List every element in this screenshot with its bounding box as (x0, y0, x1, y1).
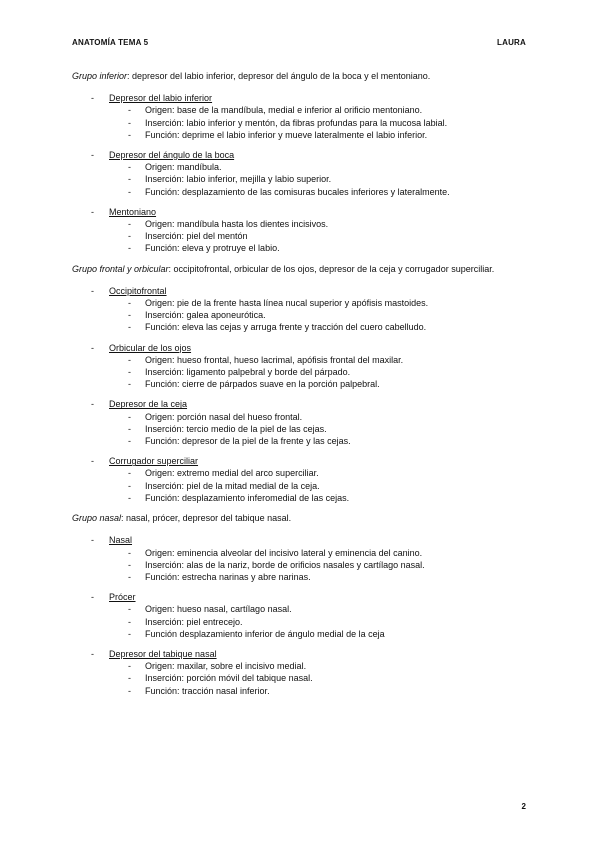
muscle-detail-text: Inserción: galea aponeurótica. (145, 310, 266, 321)
muscle-entry (72, 534, 528, 583)
muscle-group (72, 512, 528, 697)
muscle-detail (72, 297, 528, 309)
list-bullet-dash: - (128, 174, 131, 185)
group-name: Grupo inferior (72, 71, 128, 81)
muscle-detail (72, 378, 528, 390)
muscle-detail (72, 559, 528, 571)
muscle-detail-text: Inserción: tercio medio de la piel de las cejas. (145, 423, 327, 434)
muscle-entry (72, 455, 528, 504)
muscle-title (72, 591, 528, 603)
muscle-entry (72, 285, 528, 334)
muscle-entry (72, 149, 528, 198)
muscle-detail-text: Inserción: piel entrecejo. (145, 616, 243, 627)
list-bullet-dash: - (91, 342, 94, 353)
muscle-detail (72, 117, 528, 129)
group-intro-text: : nasal, prócer, depresor del tabique nasal. (121, 513, 292, 524)
list-bullet-dash: - (128, 298, 131, 309)
muscle-title-text: Prócer (109, 592, 136, 603)
muscle-detail-text: Origen: hueso frontal, hueso lacrimal, apófisis frontal del maxilar. (145, 354, 404, 365)
muscle-title-text: Orbicular de los ojos (109, 342, 192, 353)
muscle-detail (72, 129, 528, 141)
muscle-title (72, 206, 528, 218)
document-body (72, 70, 528, 705)
muscle-detail (72, 660, 528, 672)
list-bullet-dash: - (128, 436, 131, 447)
muscle-group (72, 70, 528, 255)
muscle-detail (72, 423, 528, 435)
muscle-title (72, 92, 528, 104)
list-bullet-dash: - (128, 310, 131, 321)
muscle-detail-text: Inserción: labio inferior, mejilla y labio superior. (145, 174, 332, 185)
list-bullet-dash: - (128, 367, 131, 378)
muscle-detail-text: Origen: extremo medial del arco superciliar. (145, 468, 319, 479)
muscle-detail-text: Origen: hueso nasal, cartílago nasal. (145, 604, 292, 615)
muscle-title-text: Depresor del tabique nasal (109, 648, 217, 659)
header-title: ANATOMÍA TEMA 5 (72, 38, 149, 47)
muscle-title-text: Depresor del ángulo de la boca (109, 150, 235, 161)
muscle-entry (72, 92, 528, 141)
muscle-detail-text: Función: desplazamiento inferomedial de las cejas. (145, 492, 350, 503)
list-bullet-dash: - (91, 150, 94, 161)
muscle-detail-text: Función: desplazamiento de las comisuras bucales inferiores y lateralmente. (145, 186, 450, 197)
list-bullet-dash: - (91, 206, 94, 217)
group-intro (72, 70, 528, 82)
muscle-title (72, 149, 528, 161)
muscle-detail-text: Inserción: labio inferior y mentón, da fibras profundas para la mucosa labial. (145, 117, 448, 128)
group-name: Grupo nasal (72, 513, 122, 524)
muscle-detail-text: Inserción: porción móvil del tabique nasal. (145, 673, 313, 684)
muscle-detail-text: Función desplazamiento inferior de ángulo medial de la ceja (145, 628, 385, 639)
muscle-detail (72, 366, 528, 378)
muscle-title-text: Depresor de la ceja (109, 399, 188, 410)
list-bullet-dash: - (128, 231, 131, 242)
muscle-detail (72, 173, 528, 185)
group-name: Grupo frontal y orbicular (72, 263, 169, 274)
muscle-detail-text: Origen: pie de la frente hasta línea nucal superior y apófisis mastoides. (145, 298, 429, 309)
list-bullet-dash: - (128, 243, 131, 254)
muscle-entry (72, 648, 528, 697)
muscle-title-text: Depresor del labio inferior (109, 93, 213, 104)
muscle-detail (72, 603, 528, 615)
muscle-detail-text: Función: cierre de párpados suave en la porción palpebral. (145, 379, 380, 390)
muscle-detail (72, 480, 528, 492)
list-bullet-dash: - (128, 411, 131, 422)
list-bullet-dash: - (91, 648, 94, 659)
list-bullet-dash: - (128, 322, 131, 333)
muscle-detail-text: Función: tracción nasal inferior. (145, 685, 270, 696)
muscle-detail (72, 672, 528, 684)
header-author: LAURA (497, 38, 526, 47)
muscle-detail-text: Origen: mandíbula. (145, 162, 222, 173)
muscle-detail-text: Origen: base de la mandíbula, medial e inferior al orificio mentoniano. (145, 105, 423, 116)
group-intro-text: : depresor del labio inferior, depresor del ángulo de la boca y el mentoniano. (127, 71, 431, 81)
list-bullet-dash: - (128, 616, 131, 627)
muscle-detail-text: Origen: eminencia alveolar del incisivo lateral y eminencia del canino. (145, 547, 423, 558)
list-bullet-dash: - (128, 571, 131, 582)
muscle-detail (72, 230, 528, 242)
list-bullet-dash: - (91, 535, 94, 546)
list-bullet-dash: - (128, 661, 131, 672)
list-bullet-dash: - (91, 592, 94, 603)
list-bullet-dash: - (128, 354, 131, 365)
list-bullet-dash: - (128, 219, 131, 230)
muscle-detail-text: Función: estrecha narinas y abre narinas. (145, 571, 311, 582)
list-bullet-dash: - (91, 285, 94, 296)
muscle-detail (72, 435, 528, 447)
muscle-detail-text: Función: depresor de la piel de la frente y las cejas. (145, 436, 351, 447)
muscle-detail (72, 411, 528, 423)
muscle-detail (72, 321, 528, 333)
list-bullet-dash: - (128, 468, 131, 479)
muscle-detail (72, 218, 528, 230)
muscle-group (72, 263, 528, 504)
muscle-entry (72, 342, 528, 391)
muscle-detail-text: Origen: mandíbula hasta los dientes incisivos. (145, 219, 329, 230)
list-bullet-dash: - (91, 456, 94, 467)
muscle-detail (72, 242, 528, 254)
list-bullet-dash: - (128, 105, 131, 116)
muscle-detail (72, 685, 528, 697)
muscle-entry (72, 398, 528, 447)
list-bullet-dash: - (128, 379, 131, 390)
list-bullet-dash: - (128, 129, 131, 140)
muscle-entry (72, 591, 528, 640)
muscle-detail (72, 186, 528, 198)
muscle-detail (72, 104, 528, 116)
list-bullet-dash: - (128, 673, 131, 684)
list-bullet-dash: - (91, 399, 94, 410)
list-bullet-dash: - (128, 685, 131, 696)
muscle-detail-text: Función: eleva las cejas y arruga frente y tracción del cuero cabelludo. (145, 322, 427, 333)
list-bullet-dash: - (91, 93, 94, 104)
muscle-title (72, 648, 528, 660)
list-bullet-dash: - (128, 423, 131, 434)
muscle-detail-text: Inserción: ligamento palpebral y borde del párpado. (145, 367, 351, 378)
list-bullet-dash: - (128, 628, 131, 639)
muscle-detail (72, 161, 528, 173)
muscle-detail-text: Función: deprime el labio inferior y mueve lateralmente el labio inferior. (145, 129, 428, 140)
muscle-title (72, 342, 528, 354)
muscle-title (72, 534, 528, 546)
muscle-detail (72, 628, 528, 640)
muscle-title (72, 285, 528, 297)
muscle-title-text: Occipitofrontal (109, 285, 167, 296)
muscle-detail (72, 354, 528, 366)
muscle-detail-text: Inserción: alas de la nariz, borde de orificios nasales y cartílago nasal. (145, 559, 425, 570)
muscle-title-text: Mentoniano (109, 206, 157, 217)
group-intro (72, 263, 528, 275)
muscle-detail-text: Origen: maxilar, sobre el incisivo medial. (145, 661, 307, 672)
muscle-title (72, 398, 528, 410)
muscle-detail (72, 616, 528, 628)
list-bullet-dash: - (128, 186, 131, 197)
list-bullet-dash: - (128, 162, 131, 173)
list-bullet-dash: - (128, 559, 131, 570)
muscle-detail (72, 467, 528, 479)
muscle-detail (72, 309, 528, 321)
muscle-title-text: Nasal (109, 535, 133, 546)
list-bullet-dash: - (128, 547, 131, 558)
muscle-detail-text: Función: eleva y protruye el labio. (145, 243, 280, 254)
muscle-detail-text: Origen: porción nasal del hueso frontal. (145, 411, 303, 422)
list-bullet-dash: - (128, 604, 131, 615)
list-bullet-dash: - (128, 492, 131, 503)
muscle-detail (72, 492, 528, 504)
muscle-detail (72, 571, 528, 583)
list-bullet-dash: - (128, 480, 131, 491)
list-bullet-dash: - (128, 117, 131, 128)
page-number: 2 (521, 802, 526, 811)
group-intro-text: : occipitofrontal, orbicular de los ojos, depresor de la ceja y corrugador superciliar. (168, 263, 495, 274)
muscle-title (72, 455, 528, 467)
group-intro (72, 512, 528, 524)
muscle-detail-text: Inserción: piel del mentón (145, 231, 248, 242)
muscle-entry (72, 206, 528, 255)
muscle-detail (72, 547, 528, 559)
muscle-detail-text: Inserción: piel de la mitad medial de la ceja. (145, 480, 320, 491)
muscle-title-text: Corrugador superciliar (109, 456, 199, 467)
